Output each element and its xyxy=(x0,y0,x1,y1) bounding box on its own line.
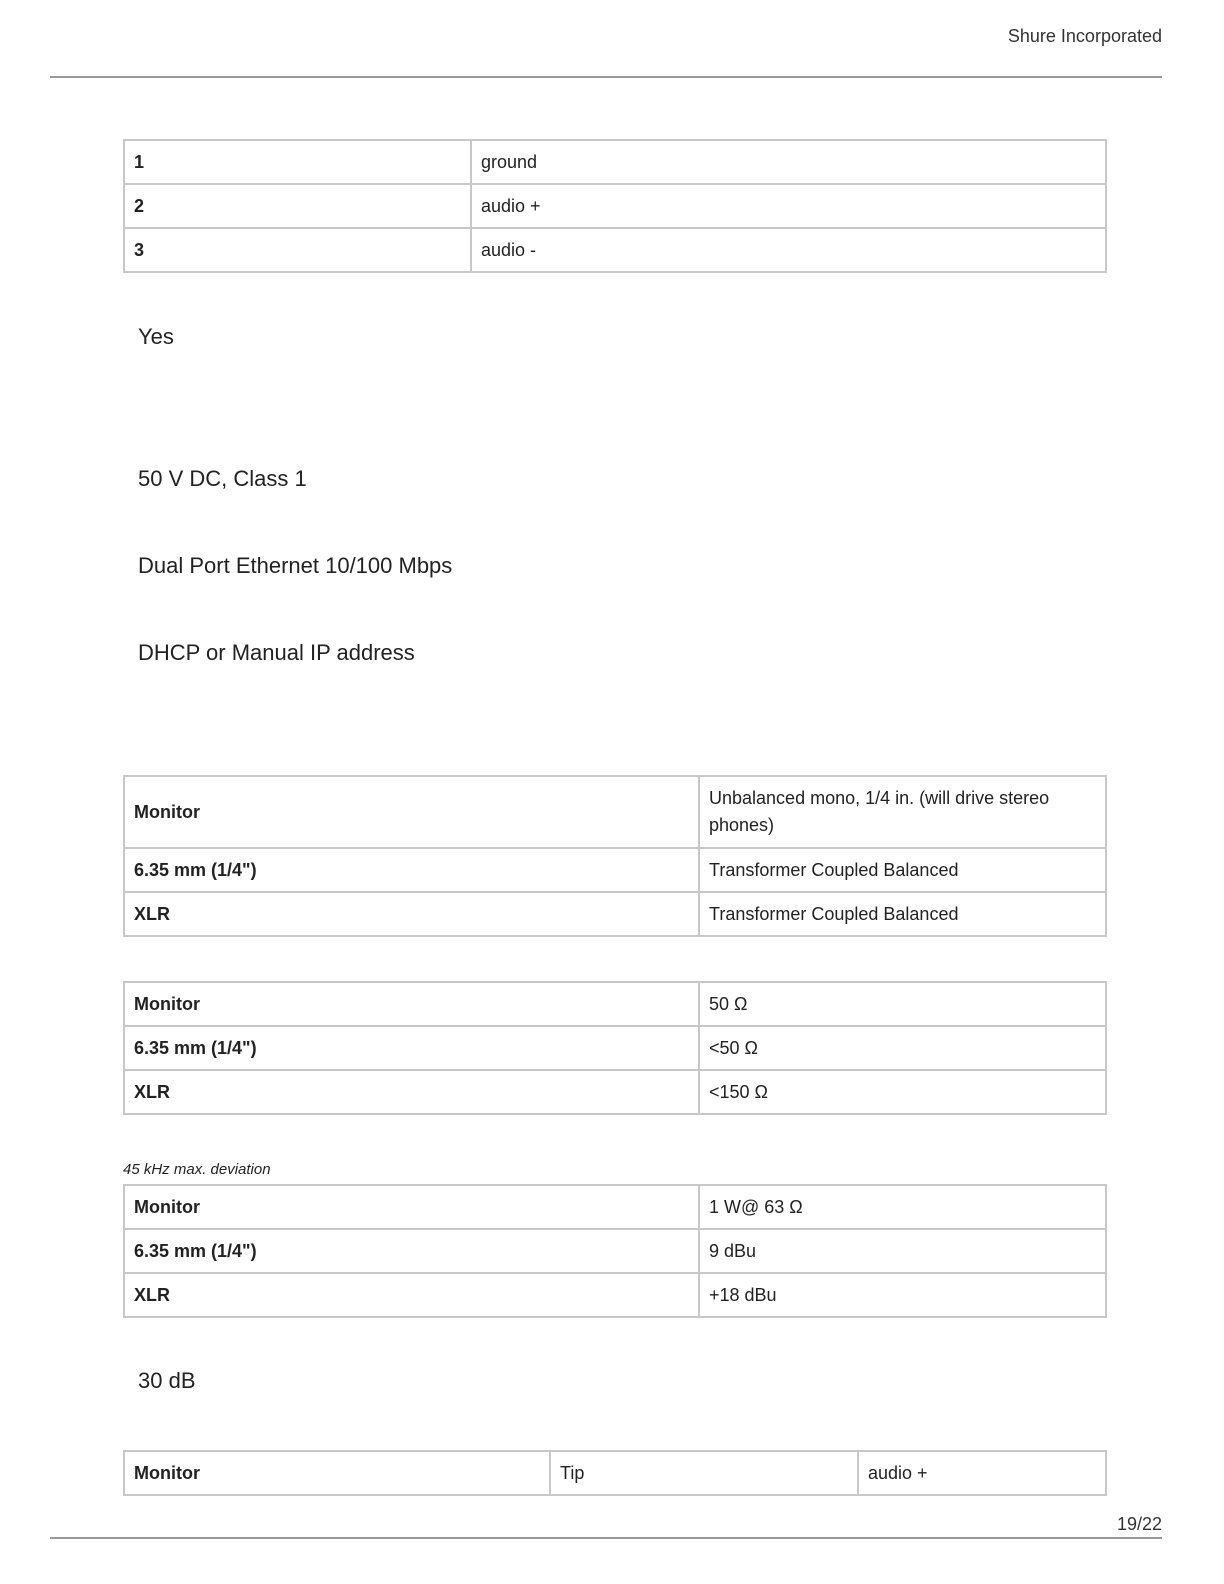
pin-number: 2 xyxy=(124,184,471,228)
row-label: Monitor xyxy=(124,1451,550,1495)
pin-signal: audio + xyxy=(471,184,1106,228)
row-label: 6.35 mm (1/4") xyxy=(124,1229,699,1273)
table-row xyxy=(124,184,1106,228)
table-row xyxy=(124,1229,1106,1273)
table-row xyxy=(124,776,1106,848)
table-row xyxy=(124,1273,1106,1317)
header-rule xyxy=(50,76,1162,78)
footer-rule xyxy=(50,1537,1162,1539)
table-row xyxy=(124,982,1106,1026)
row-value: <150 Ω xyxy=(699,1070,1106,1114)
row-signal: audio + xyxy=(858,1451,1106,1495)
pin-table xyxy=(123,139,1107,273)
table-row xyxy=(124,1070,1106,1114)
row-value: 1 W@ 63 Ω xyxy=(699,1185,1106,1229)
impedance-table xyxy=(123,981,1107,1115)
row-label: 6.35 mm (1/4") xyxy=(124,848,699,892)
network-addressing-value: DHCP or Manual IP address xyxy=(138,640,415,665)
row-label: XLR xyxy=(124,892,699,936)
output-level-table xyxy=(123,1184,1107,1318)
table-row xyxy=(124,1451,1106,1495)
attenuation-value: 30 dB xyxy=(138,1368,196,1393)
row-label: XLR xyxy=(124,1273,699,1317)
row-value: <50 Ω xyxy=(699,1026,1106,1070)
page-number: 19/22 xyxy=(1116,1514,1162,1534)
row-label: 6.35 mm (1/4") xyxy=(124,1026,699,1070)
pin-number: 3 xyxy=(124,228,471,272)
pinout-table xyxy=(123,1450,1107,1496)
row-label: Monitor xyxy=(124,982,699,1026)
row-value: Transformer Coupled Balanced xyxy=(699,892,1106,936)
row-label: Monitor xyxy=(124,1185,699,1229)
pin-signal: audio - xyxy=(471,228,1106,272)
row-value: 50 Ω xyxy=(699,982,1106,1026)
row-label: Monitor xyxy=(124,776,699,848)
table-row xyxy=(124,1026,1106,1070)
row-value: +18 dBu xyxy=(699,1273,1106,1317)
row-label: XLR xyxy=(124,1070,699,1114)
table-row xyxy=(124,1185,1106,1229)
pin-signal: ground xyxy=(471,140,1106,184)
output-config-table xyxy=(123,775,1107,937)
table-row xyxy=(124,848,1106,892)
table-row xyxy=(124,140,1106,184)
table-row xyxy=(124,892,1106,936)
table-row xyxy=(124,228,1106,272)
row-contact: Tip xyxy=(550,1451,858,1495)
phantom-power-value: Yes xyxy=(138,324,174,349)
deviation-note: 45 kHz max. deviation xyxy=(123,1161,271,1178)
network-interface-value: Dual Port Ethernet 10/100 Mbps xyxy=(138,553,453,578)
row-value: Transformer Coupled Balanced xyxy=(699,848,1106,892)
header-company: Shure Incorporated xyxy=(1007,26,1162,46)
row-value: 9 dBu xyxy=(699,1229,1106,1273)
poe-value: 50 V DC, Class 1 xyxy=(138,466,307,491)
pin-number: 1 xyxy=(124,140,471,184)
row-value: Unbalanced mono, 1/4 in. (will drive stereo phones) xyxy=(699,776,1106,848)
